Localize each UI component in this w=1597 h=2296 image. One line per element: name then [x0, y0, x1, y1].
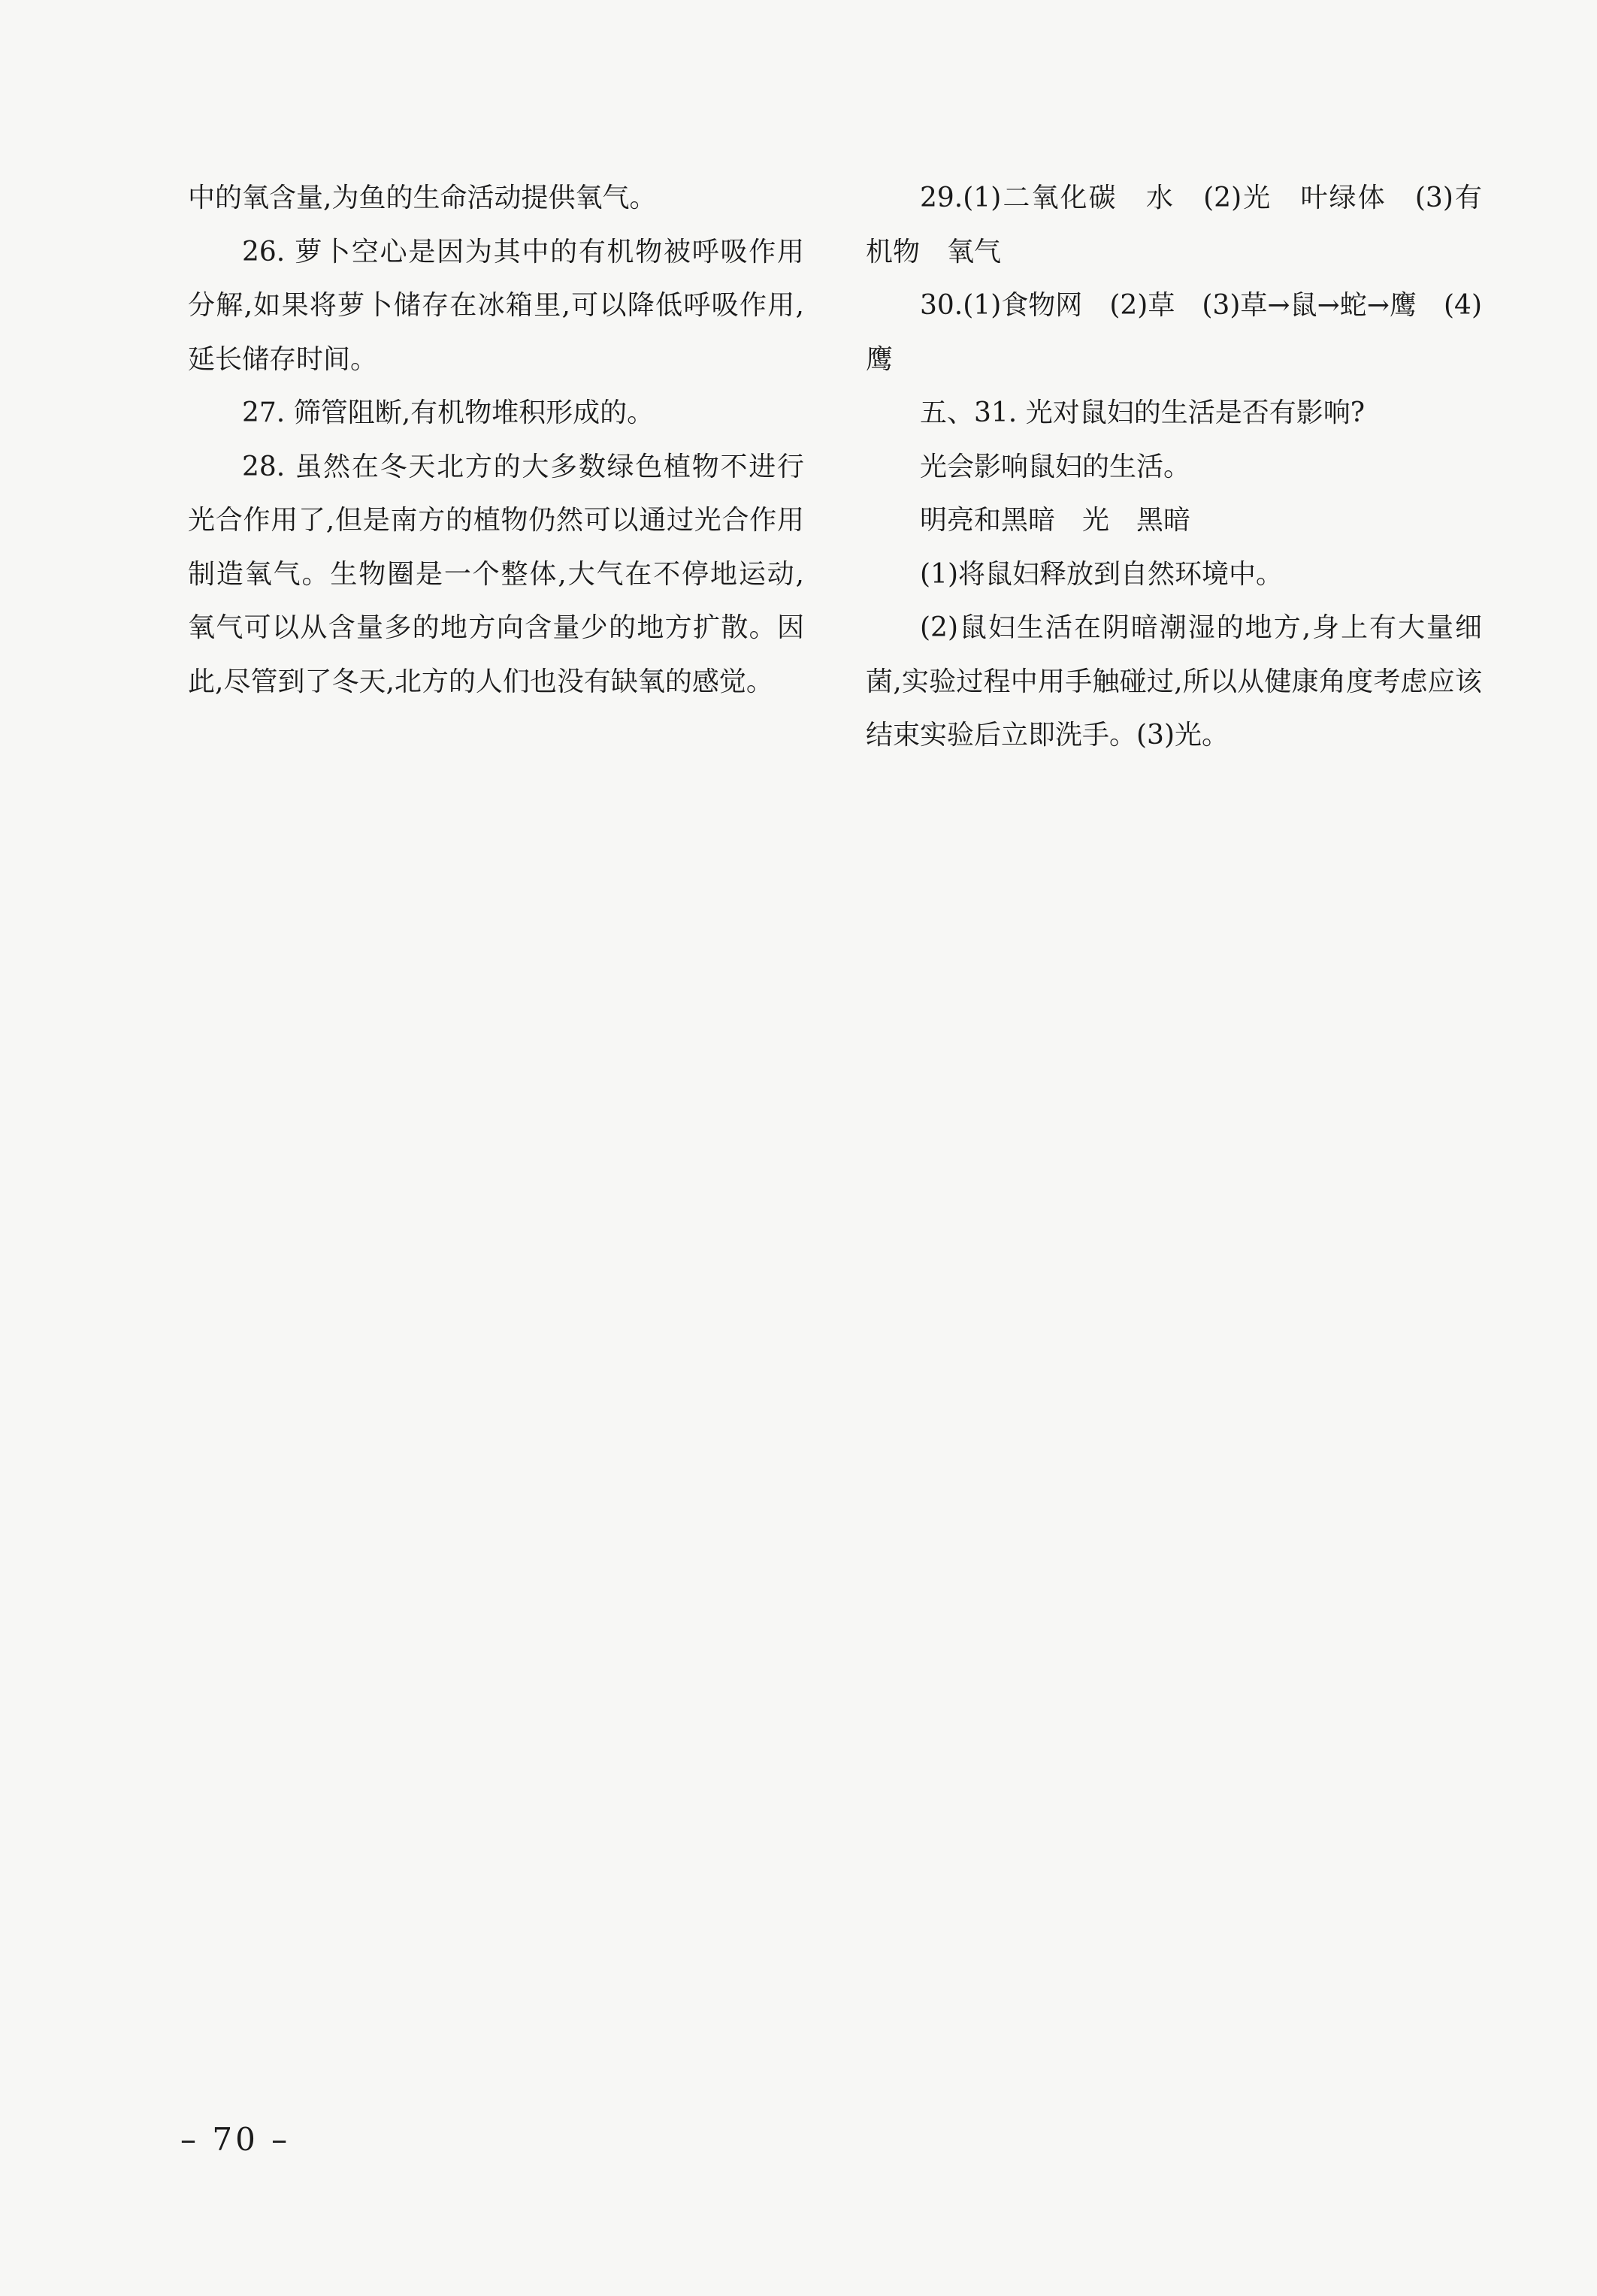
- page-number: – 70 –: [180, 2121, 291, 2158]
- right-column: [866, 171, 1482, 763]
- answer-31-variables: 明亮和黑暗 光 黑暗: [920, 505, 1191, 536]
- answer-30: 30.(1)食物网 (2)草 (3)草→鼠→蛇→鹰 (4)鹰: [866, 290, 1482, 375]
- answer-28: 28. 虽然在冬天北方的大多数绿色植物不进行光合作用了,但是南方的植物仍然可以通过光合作用制造氧气。生物圈是一个整体,大气在不停地运动, 氧气可以从含量多的地方向含量少的地方扩散。因此,尽管到了冬天,北方的人们也没有缺氧的感觉。: [188, 451, 804, 697]
- answer-26: 26. 萝卜空心是因为其中的有机物被呼吸作用分解,如果将萝卜储存在冰箱里,可以降低呼吸作用,延长储存时间。: [188, 236, 804, 375]
- answer-31-part-2-3: (2)鼠妇生活在阴暗潮湿的地方,身上有大量细菌,实验过程中用手触碰过,所以从健康角度考虑应该结束实验后立即洗手。(3)光。: [866, 612, 1482, 751]
- answer-25-continuation: 中的氧含量,为鱼的生命活动提供氧气。: [188, 183, 657, 213]
- answer-29: 29.(1)二氧化碳 水 (2)光 叶绿体 (3)有机物 氧气: [866, 183, 1482, 267]
- answer-27: 27. 筛管阻断,有机物堆积形成的。: [242, 397, 655, 428]
- answer-31-question: 五、31. 光对鼠妇的生活是否有影响?: [920, 397, 1365, 428]
- answer-31-part-1: (1)将鼠妇释放到自然环境中。: [920, 558, 1283, 590]
- answer-31-hypothesis: 光会影响鼠妇的生活。: [920, 451, 1191, 482]
- left-column: [188, 171, 804, 708]
